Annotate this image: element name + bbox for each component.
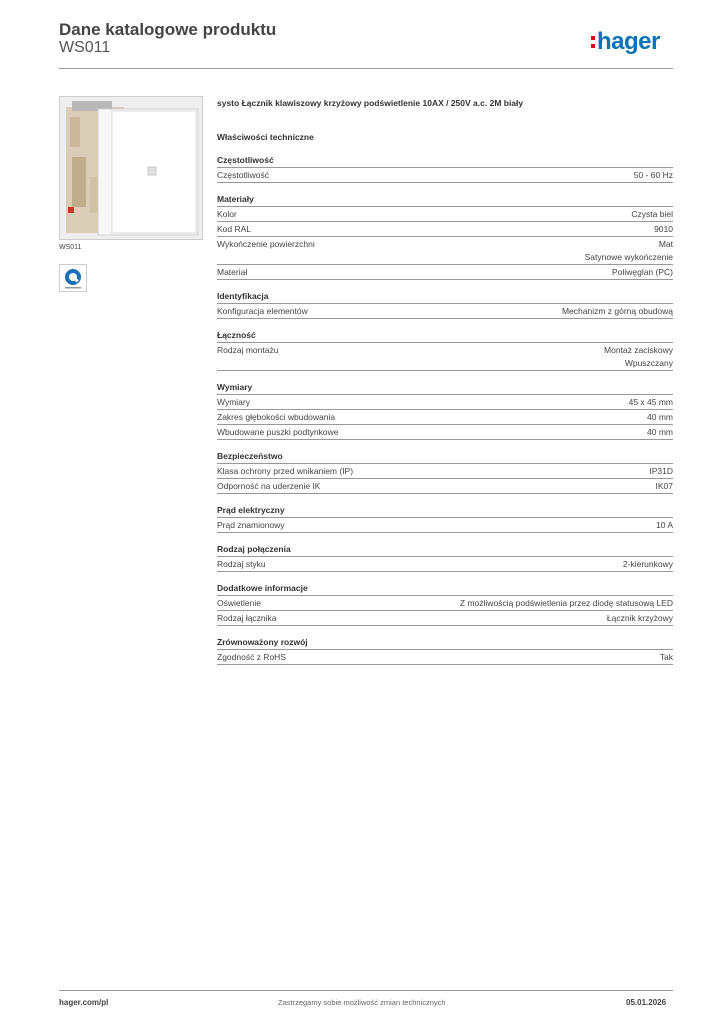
spec-sections bbox=[217, 154, 673, 665]
spec-label: Materiał bbox=[217, 267, 248, 277]
spec-value-line: Z możliwością podświetlenia przez diodę statusową LED bbox=[459, 598, 673, 608]
section-title: Wymiary bbox=[217, 381, 673, 395]
product-image bbox=[59, 96, 203, 240]
section-title: Łączność bbox=[217, 329, 673, 343]
section-title: Materiały bbox=[217, 193, 673, 207]
footer-date: 05.01.2026 bbox=[626, 998, 667, 1007]
spec-row bbox=[217, 207, 673, 222]
spec-column bbox=[217, 96, 673, 665]
spec-value bbox=[607, 612, 673, 625]
spec-value-line: Wpuszczany bbox=[624, 358, 673, 368]
spec-value bbox=[612, 266, 673, 279]
spec-row bbox=[217, 237, 673, 265]
spec-value-line: Łącznik krzyżowy bbox=[606, 613, 673, 623]
spec-row bbox=[217, 479, 673, 494]
spec-value bbox=[634, 169, 673, 182]
spec-label: Zakres głębokości wbudowania bbox=[217, 412, 336, 422]
spec-value bbox=[631, 208, 673, 221]
spec-value-line: Mechanizm z górną obudową bbox=[561, 306, 673, 316]
spec-value bbox=[660, 651, 673, 664]
spec-row bbox=[217, 265, 673, 280]
spec-value-line: 40 mm bbox=[647, 412, 673, 422]
spec-value-line: 10 A bbox=[655, 520, 673, 530]
spec-value bbox=[647, 411, 673, 424]
section-title: Prąd elektryczny bbox=[217, 504, 673, 518]
spec-label: Zgodność z RoHS bbox=[217, 652, 286, 662]
logo-dots-icon bbox=[591, 36, 595, 50]
spec-value-line: 2-kierunkowy bbox=[622, 559, 673, 569]
footer-website: hager.com/pl bbox=[59, 998, 109, 1007]
spec-row bbox=[217, 611, 673, 626]
hager-logo bbox=[591, 28, 660, 56]
spec-value bbox=[604, 344, 673, 370]
section-title: Identyfikacja bbox=[217, 290, 673, 304]
section-title: Dodatkowe informacje bbox=[217, 582, 673, 596]
spec-value-line: 50 - 60 Hz bbox=[633, 170, 673, 180]
spec-value-line: 9010 bbox=[654, 224, 673, 234]
image-caption: WS011 bbox=[59, 244, 82, 251]
spec-row bbox=[217, 425, 673, 440]
section-title: Zrównoważony rozwój bbox=[217, 636, 673, 650]
spec-label: Wykończenie powierzchni bbox=[217, 239, 315, 249]
spec-value-line: 45 x 45 mm bbox=[628, 397, 673, 407]
spec-row bbox=[217, 343, 673, 371]
spec-value-line: Satynowe wykończenie bbox=[584, 252, 673, 262]
spec-value bbox=[629, 396, 673, 409]
spec-row bbox=[217, 518, 673, 533]
footer-divider bbox=[59, 990, 673, 991]
quality-badge-icon bbox=[59, 264, 87, 292]
spec-value-line: Poliwęglan (PC) bbox=[612, 267, 673, 277]
spec-value-line: Czysta biel bbox=[631, 209, 673, 219]
product-title: systo Łącznik klawiszowy krzyżowy podświetlenie 10AX / 250V a.c. 2M biały bbox=[217, 98, 524, 108]
spec-label: Rodzaj montażu bbox=[217, 345, 279, 355]
logo-text: hager bbox=[597, 28, 660, 55]
section-title: Rodzaj połączenia bbox=[217, 543, 673, 557]
spec-label: Kolor bbox=[217, 209, 237, 219]
section-title: Częstotliwość bbox=[217, 154, 673, 168]
spec-row bbox=[217, 650, 673, 665]
spec-value-line: Mat bbox=[658, 239, 673, 249]
spec-row bbox=[217, 168, 673, 183]
page-title: Dane katalogowe produktu bbox=[59, 20, 277, 39]
spec-label: Kod RAL bbox=[217, 224, 252, 234]
footer-disclaimer: Zastrzegamy sobie możliwość zmian technicznych bbox=[278, 998, 446, 1007]
product-code: WS011 bbox=[59, 39, 111, 56]
specs-heading: Właściwości techniczne bbox=[217, 132, 314, 142]
spec-row bbox=[217, 304, 673, 319]
spec-label: Prąd znamionowy bbox=[217, 520, 285, 530]
spec-value-line: Tak bbox=[659, 652, 673, 662]
section-title: Bezpieczeństwo bbox=[217, 450, 673, 464]
spec-row bbox=[217, 464, 673, 479]
spec-row bbox=[217, 410, 673, 425]
spec-value bbox=[656, 519, 673, 532]
spec-value-line: 40 mm bbox=[647, 427, 673, 437]
spec-value bbox=[562, 305, 673, 318]
spec-label: Odporność na uderzenie IK bbox=[217, 481, 321, 491]
switch-illustration bbox=[60, 97, 202, 239]
spec-label: Wbudowane puszki podtynkowe bbox=[217, 427, 339, 437]
spec-value bbox=[585, 238, 673, 264]
spec-value bbox=[656, 480, 674, 493]
spec-value bbox=[623, 558, 673, 571]
spec-value bbox=[649, 465, 673, 478]
header-divider bbox=[59, 68, 673, 69]
spec-row bbox=[217, 395, 673, 410]
spec-label: Wymiary bbox=[217, 397, 250, 407]
spec-value-line: IP31D bbox=[649, 466, 673, 476]
spec-label: Rodzaj łącznika bbox=[217, 613, 277, 623]
spec-row bbox=[217, 222, 673, 237]
spec-label: Częstotliwość bbox=[217, 170, 269, 180]
spec-label: Klasa ochrony przed wnikaniem (IP) bbox=[217, 466, 354, 476]
spec-value-line: Montaż zaciskowy bbox=[604, 345, 673, 355]
spec-value-line: IK07 bbox=[655, 481, 673, 491]
spec-label: Konfiguracja elementów bbox=[217, 306, 308, 316]
spec-label: Oświetlenie bbox=[217, 598, 261, 608]
spec-row bbox=[217, 557, 673, 572]
spec-value bbox=[647, 426, 673, 439]
spec-value bbox=[654, 223, 673, 236]
spec-value bbox=[460, 597, 673, 610]
spec-label: Rodzaj styku bbox=[217, 559, 266, 569]
spec-row bbox=[217, 596, 673, 611]
